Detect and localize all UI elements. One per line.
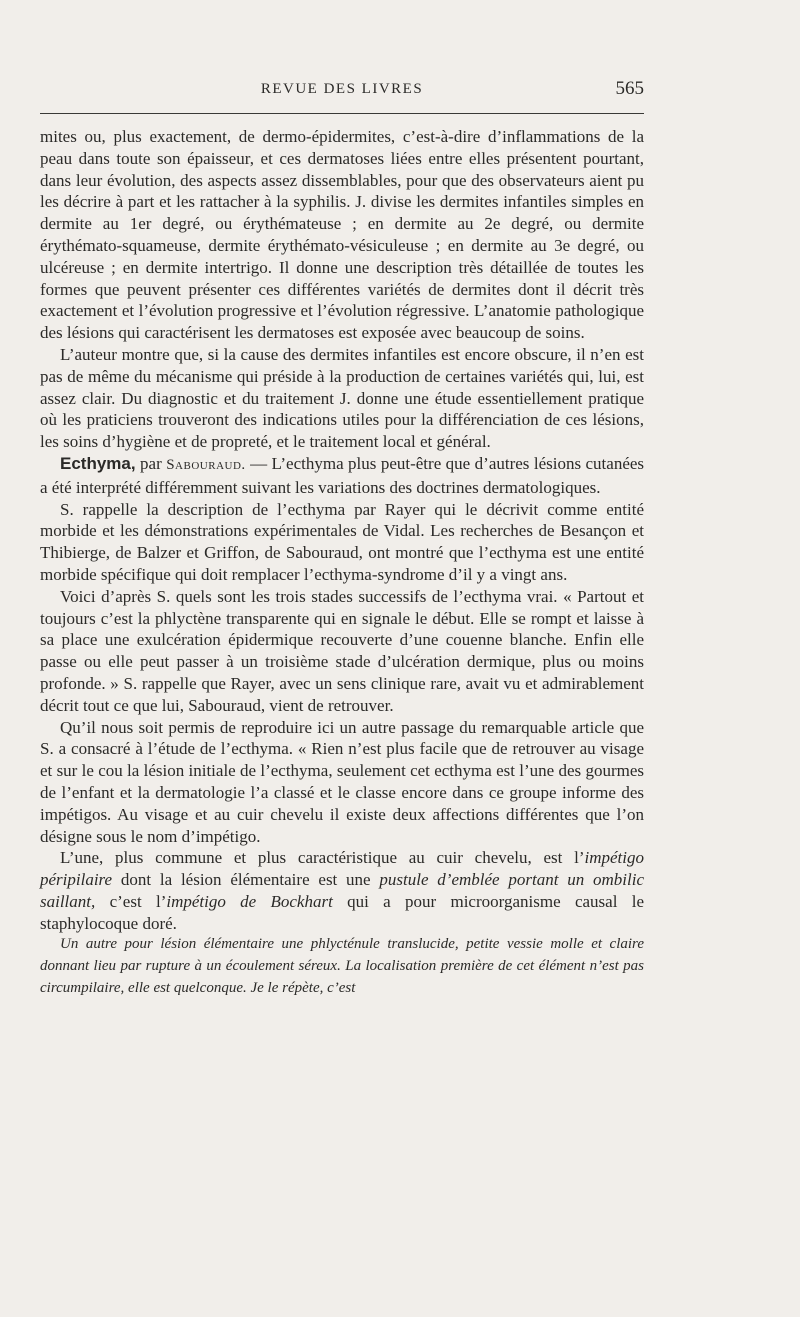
- by-word: par: [140, 453, 162, 473]
- paragraph-dermites-diagnosis: L’auteur montre que, si la cause des dermites infantiles est encore obscure, il n’en est pas de même du mécanisme qui préside à la production de certaines variétés qui, lui, est assez clair. Du diagnostic et du traitement J. donne une étude essentiellement pratique où les praticiens trouveront des indications utiles pour la différenciation de ces lésions, les soins d’hygiène et de propreté, et le traitement local et général.: [40, 344, 644, 452]
- bockhart-term: impétigo de Bockhart: [166, 891, 333, 911]
- impetigo-text-a: L’une, plus commune et plus caractéristique au cuir chevelu, est l’: [60, 848, 585, 868]
- impetigo-text-c: c’est l’: [95, 891, 167, 911]
- pustule-term: pustule d’emblée portant un ombilic saillant,: [40, 870, 645, 911]
- paragraph-italic-quote: Un autre pour lésion élémentaire une phlycténule translucide, petite vessie molle et claire donnant lieu par rupture à un écoulement séreux. La localisation première de cet élément n’est pas circumpilaire, elle est quelconque. Je le répète, c’est: [40, 936, 644, 997]
- paragraph-ecthyma-intro: [40, 453, 644, 499]
- paragraph-three-stages: Voici d’après S. quels sont les trois stades successifs de l’ecthyma vrai. « Partout et toujours c’est la phlyctène transparente qui en signale le début. Elle se rompt et laisse à sa place une exulcération épidermique recouverte d’une couenne blanche. Enfin elle passe ou elle peut passer à un troisième stade d’ulcération dermique, plus ou moins profonde. » S. rappelle que Rayer, avec un sens clinique rare, avait vu et admirablement décrit tout ce que lui, Sabouraud, vient de retrouver.: [40, 586, 644, 715]
- body-text: [40, 126, 644, 1000]
- section-heading-ecthyma: Ecthyma,: [60, 453, 136, 473]
- impetigo-text-b: dont la lésion élémentaire est une: [112, 870, 380, 890]
- paragraph-dermites-classification: mites ou, plus exactement, de dermo-épidermites, c’est-à-dire d’inflammations de la peau dans toute son épaisseur, et ces dermatoses liées entre elles présentent pourtant, dans leur évolution, des aspects assez dissemblables, pour que des observateurs aient pu les décrire à part et les rattacher à la syphilis. J. divise les dermites infantiles simples en dermite au 1er degré, ou érythémateuse ; en dermite au 2e degré, ou dermite érythémato-squameuse, dermite érythémato-vésiculeuse ; en dermite au 3e degré, ou ulcéreuse ; en dermite intertrigo. Il donne une description très détaillée de toutes les formes que peuvent présenter ces différentes variétés de dermites dont il décrit très exactement et l’évolution progressive et l’évolution régressive. L’anatomie pathologique des lésions qui caractérisent les dermatoses est exposée avec beaucoup de soins.: [40, 127, 644, 343]
- author-name: Sabouraud.: [166, 456, 246, 473]
- impetigo-text-d: qui a pour microorganisme causal le staphylocoque doré.: [40, 891, 644, 933]
- ecthyma-intro-text: — L’ecthyma plus peut-être que d’autres lésions cutanées a été interprété différemment suivant les variations des doctrines dermatologiques.: [40, 453, 645, 497]
- running-title: REVUE DES LIVRES: [260, 81, 424, 97]
- book-page: [40, 0, 644, 1317]
- paragraph-quoted-passage: Qu’il nous soit permis de reproduire ici un autre passage du remarquable article que S. a consacré à l’étude de l’ecthyma. « Rien n’est plus facile que de retrouver au visage et sur le cou la lésion initiale de l’ecthyma, seulement cet ecthyma est l’une des gourmes de l’enfant et la dermatologie l’a classé et le classe encore dans ce groupe informe des impétigos. Au visage et au cuir chevelu il existe deux affections différentes que l’on désigne sous le nom d’impétigo.: [40, 717, 644, 846]
- page-number: 565: [615, 78, 644, 99]
- running-head: [40, 78, 644, 102]
- header-rule: [40, 113, 644, 114]
- impetigo-periplaire-term: impétigo péripilaire: [40, 848, 644, 890]
- paragraph-rayer-description: S. rappelle la description de l’ecthyma par Rayer qui le décrivit comme entité morbide et les démonstrations expérimentales de Vidal. Les recherches de Besançon et Thibierge, de Balzer et Griffon, de Sabouraud, ont montré que l’ecthyma est une entité morbide spécifique qui doit remplacer l’ecthyma-syndrome d’il y a vingt ans.: [40, 499, 644, 584]
- paragraph-impetigo-periplaire: [40, 847, 644, 934]
